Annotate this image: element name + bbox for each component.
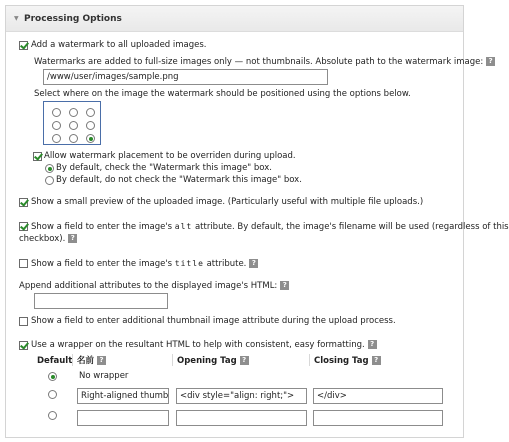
append-attributes-input[interactable] <box>34 293 168 309</box>
watermark-position-radio[interactable] <box>69 121 78 130</box>
watermark-position-radio[interactable] <box>86 108 95 117</box>
default-uncheck-radio[interactable] <box>45 176 54 185</box>
watermark-position-radio[interactable] <box>52 134 61 143</box>
question-help-icon[interactable]: ? <box>486 57 495 66</box>
no-wrapper-radio[interactable] <box>48 372 57 381</box>
alt-label-continued: checkbox). ? <box>19 234 77 245</box>
wrapper-name-input[interactable] <box>77 410 169 426</box>
preview-checkbox[interactable] <box>19 198 28 207</box>
watermark-checkbox[interactable] <box>19 41 28 50</box>
section-title: Processing Options <box>24 14 122 24</box>
preview-label: Show a small preview of the uploaded image. (Particularly useful with multiple file uploads.) <box>31 197 424 207</box>
wrapper-closing-input[interactable] <box>313 410 443 426</box>
watermark-path-input[interactable]: /www/user/images/sample.png <box>43 69 328 85</box>
title-checkbox[interactable] <box>19 259 28 268</box>
default-check-radio[interactable] <box>45 164 54 173</box>
watermark-position-desc: Select where on the image the watermark should be positioned using the options below. <box>34 89 411 99</box>
default-check-label: By default, check the "Watermark this image" box. <box>56 163 272 173</box>
question-help-icon[interactable]: ? <box>372 356 381 365</box>
watermark-position-radio[interactable] <box>52 121 61 130</box>
wrapper-row-radio[interactable] <box>48 411 57 420</box>
wrapper-name-input[interactable]: Right-aligned thumb <box>77 388 169 404</box>
question-help-icon[interactable]: ? <box>68 234 77 243</box>
wrapper-checkbox[interactable] <box>19 341 28 350</box>
watermark-position-radio[interactable] <box>52 108 61 117</box>
col-name-header: 名前 ? <box>77 356 106 367</box>
default-uncheck-label: By default, do not check the "Watermark this image" box. <box>56 175 302 185</box>
question-help-icon[interactable]: ? <box>368 340 377 349</box>
question-help-icon[interactable]: ? <box>97 356 106 365</box>
no-wrapper-label: No wrapper <box>79 371 129 381</box>
wrapper-label: Use a wrapper on the resultant HTML to help with consistent, easy formatting. ? <box>31 340 377 351</box>
watermark-path-desc: Watermarks are added to full-size images only — not thumbnails. Absolute path to the watermark image: ? <box>34 57 495 68</box>
question-help-icon[interactable]: ? <box>249 259 258 268</box>
col-default-header: Default <box>37 356 73 366</box>
watermark-position-radio[interactable] <box>69 108 78 117</box>
append-attributes-label: Append additional attributes to the displayed image's HTML: ? <box>19 281 289 292</box>
thumb-attr-label: Show a field to enter additional thumbnail image attribute during the upload process. <box>31 316 396 326</box>
section-header[interactable] <box>6 6 463 32</box>
question-help-icon[interactable]: ? <box>240 356 249 365</box>
col-closing-header: Closing Tag ? <box>314 356 381 367</box>
wrapper-opening-input[interactable] <box>176 410 307 426</box>
question-help-icon[interactable]: ? <box>280 281 289 290</box>
title-label: Show a field to enter the image's title attribute. ? <box>31 258 258 270</box>
col-opening-header: Opening Tag ? <box>177 356 249 367</box>
override-label: Allow watermark placement to be overriden during upload. <box>44 151 296 161</box>
wrapper-opening-input[interactable]: <div style="align: right;"> <box>176 388 307 404</box>
alt-label: Show a field to enter the image's alt attribute. By default, the image's filename will be used (regardless of this <box>31 222 509 232</box>
wrapper-closing-input[interactable]: </div> <box>313 388 443 404</box>
wrapper-row-radio[interactable] <box>48 390 57 399</box>
watermark-position-radio[interactable] <box>86 134 95 143</box>
watermark-position-radio[interactable] <box>69 134 78 143</box>
alt-checkbox[interactable] <box>19 222 28 231</box>
override-checkbox[interactable] <box>33 152 42 161</box>
collapse-triangle-icon[interactable]: ▼ <box>14 15 19 22</box>
watermark-position-radio[interactable] <box>86 121 95 130</box>
watermark-label: Add a watermark to all uploaded images. <box>31 40 207 50</box>
thumb-attr-checkbox[interactable] <box>19 317 28 326</box>
